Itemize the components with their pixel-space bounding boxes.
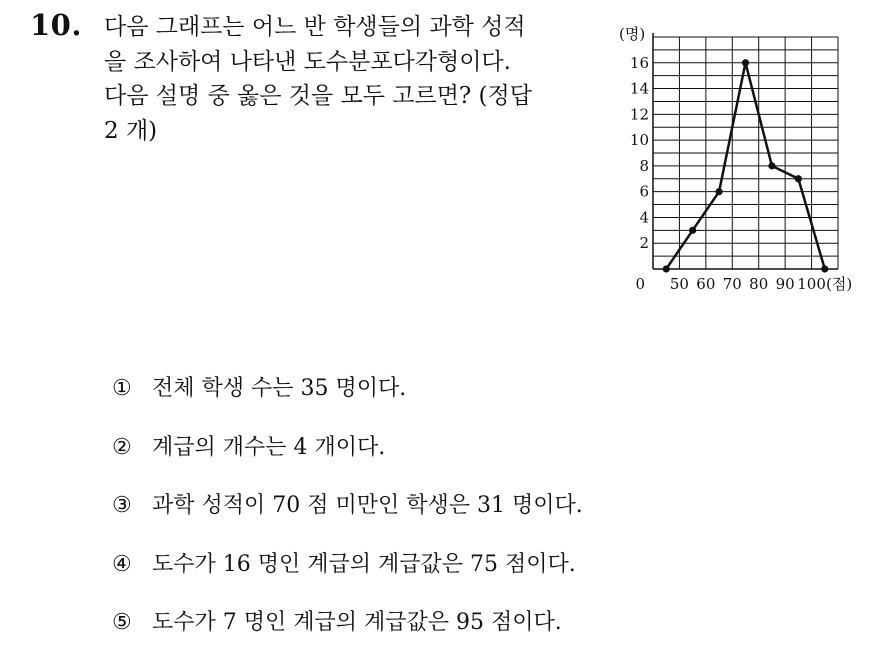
choice-number: ②: [112, 434, 132, 460]
data-point: [663, 265, 670, 272]
choice-4[interactable]: [112, 547, 583, 606]
choice-number: ⑤: [112, 610, 132, 635]
stem-line: 다음 그래프는 어느 반 학생들의 과학 성적: [104, 14, 526, 40]
x-tick-label: 70: [722, 275, 742, 293]
question-number: 10.: [30, 8, 82, 42]
stem-line: 을 조사하여 나타낸 도수분포다각형이다.: [104, 48, 511, 75]
data-point: [768, 162, 775, 169]
choice-5[interactable]: [112, 605, 583, 664]
choice-text: 계급의 개수는 4 개이다.: [152, 434, 386, 460]
choice-number: ④: [112, 551, 132, 577]
x-tick-label: 100: [797, 275, 826, 293]
choice-number: ③: [112, 493, 132, 518]
choice-1[interactable]: [112, 371, 583, 430]
choice-text: 전체 학생 수는 35 명이다.: [152, 376, 407, 401]
choice-2[interactable]: [112, 430, 583, 489]
y-tick-label: 12: [629, 105, 649, 124]
y-tick-label: 6: [639, 182, 649, 201]
frequency-polygon-chart: [600, 20, 870, 305]
data-point: [795, 175, 802, 182]
x-tick-label: 50: [669, 275, 689, 293]
data-point: [821, 265, 828, 272]
choice-text: 과학 성적이 70 점 미만인 학생은 31 명이다.: [152, 493, 583, 518]
y-tick-label: 16: [629, 53, 649, 72]
y-tick-label: 2: [639, 234, 649, 253]
y-tick-label: 4: [639, 208, 649, 227]
data-point: [715, 188, 722, 195]
question-stem: [104, 10, 594, 148]
stem-line: 다음 설명 중 옳은 것을 모두 고르면? (정답: [104, 83, 532, 109]
choice-text: 도수가 7 명인 계급의 계급값은 95 점이다.: [152, 610, 562, 635]
y-axis-label: (명): [619, 25, 646, 43]
x-tick-label: 80: [749, 275, 769, 293]
stem-line: 2 개): [104, 117, 158, 144]
origin-label: 0: [635, 275, 645, 293]
data-point: [742, 59, 749, 66]
choice-number: ①: [112, 376, 132, 401]
choice-3[interactable]: [112, 488, 583, 547]
x-tick-label: 60: [696, 275, 716, 293]
x-axis-label: (점): [826, 275, 853, 293]
x-tick-label: 90: [775, 275, 795, 293]
y-tick-label: 8: [639, 156, 649, 175]
choice-text: 도수가 16 명인 계급의 계급값은 75 점이다.: [152, 551, 576, 577]
answer-choices: [112, 371, 583, 664]
y-tick-label: 10: [629, 131, 649, 150]
y-tick-label: 14: [629, 79, 649, 98]
data-point: [689, 227, 696, 234]
